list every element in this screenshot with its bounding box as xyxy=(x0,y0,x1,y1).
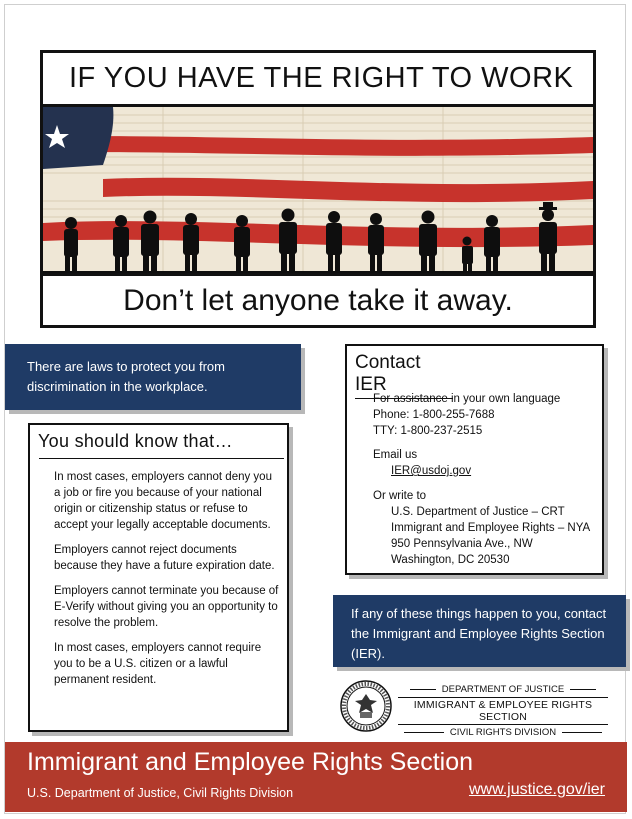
know-item: Employers cannot terminate you because of E-Verify without giving you an opportunity to resolve the problem. xyxy=(54,585,279,629)
footer-subtitle: U.S. Department of Justice, Civil Rights Division xyxy=(27,786,294,800)
address-line: Washington, DC 20530 xyxy=(391,554,510,566)
contact-note-callout xyxy=(333,595,626,667)
email-label: Email us xyxy=(373,449,418,461)
know-item: In most cases, employers cannot require you to be a U.S. citizen or a lawful permanent resident. xyxy=(54,642,262,686)
footer-title: Immigrant and Employee Rights Section xyxy=(27,748,474,776)
contact-box xyxy=(345,344,604,575)
heading-divider xyxy=(39,458,284,459)
contact-heading: Contact IER xyxy=(355,352,453,399)
contact-note-text: If any of these things happen to you, contact the Immigrant and Employee Rights Section (IER). xyxy=(351,606,607,661)
contact-tty: TTY: 1-800-237-2515 xyxy=(373,425,483,437)
know-heading: You should know that… xyxy=(38,431,233,451)
know-item: Employers cannot reject documents because they have a future expiration date. xyxy=(54,544,275,572)
hero-banner xyxy=(40,50,596,328)
logo-line1: DEPARTMENT OF JUSTICE xyxy=(441,684,565,695)
laws-callout xyxy=(5,344,301,410)
footer-url-link[interactable]: www.justice.gov/ier xyxy=(468,781,605,798)
write-label: Or write to xyxy=(373,490,427,502)
know-box xyxy=(28,423,289,732)
contact-phone: Phone: 1-800-255-7688 xyxy=(373,409,495,421)
logo-line3: CIVIL RIGHTS DIVISION xyxy=(449,727,557,738)
address-line: U.S. Department of Justice – CRT xyxy=(391,506,565,518)
flag-silhouette-image xyxy=(43,107,593,279)
doj-seal-icon xyxy=(340,680,392,732)
address-line: 950 Pennsylvania Ave., NW xyxy=(391,538,533,550)
contact-assistance: For assistance in your own language xyxy=(373,393,561,405)
laws-callout-text: There are laws to protect you from discrimination in the workplace. xyxy=(27,359,225,394)
address-line: Immigrant and Employee Rights – NYA xyxy=(391,522,591,534)
footer-banner xyxy=(5,742,627,812)
doj-logo xyxy=(338,678,608,736)
hero-title: IF YOU HAVE THE RIGHT TO WORK xyxy=(43,53,593,107)
logo-line2: IMMIGRANT & EMPLOYEE RIGHTS SECTION xyxy=(398,697,608,725)
email-link[interactable]: IER@usdoj.gov xyxy=(391,465,472,477)
know-item: In most cases, employers cannot deny you a job or fire you because of your national origin or citizenship status or refuse to accept your legally acceptable documents. xyxy=(54,471,272,531)
hero-tagline: Don’t let anyone take it away. xyxy=(43,273,593,325)
